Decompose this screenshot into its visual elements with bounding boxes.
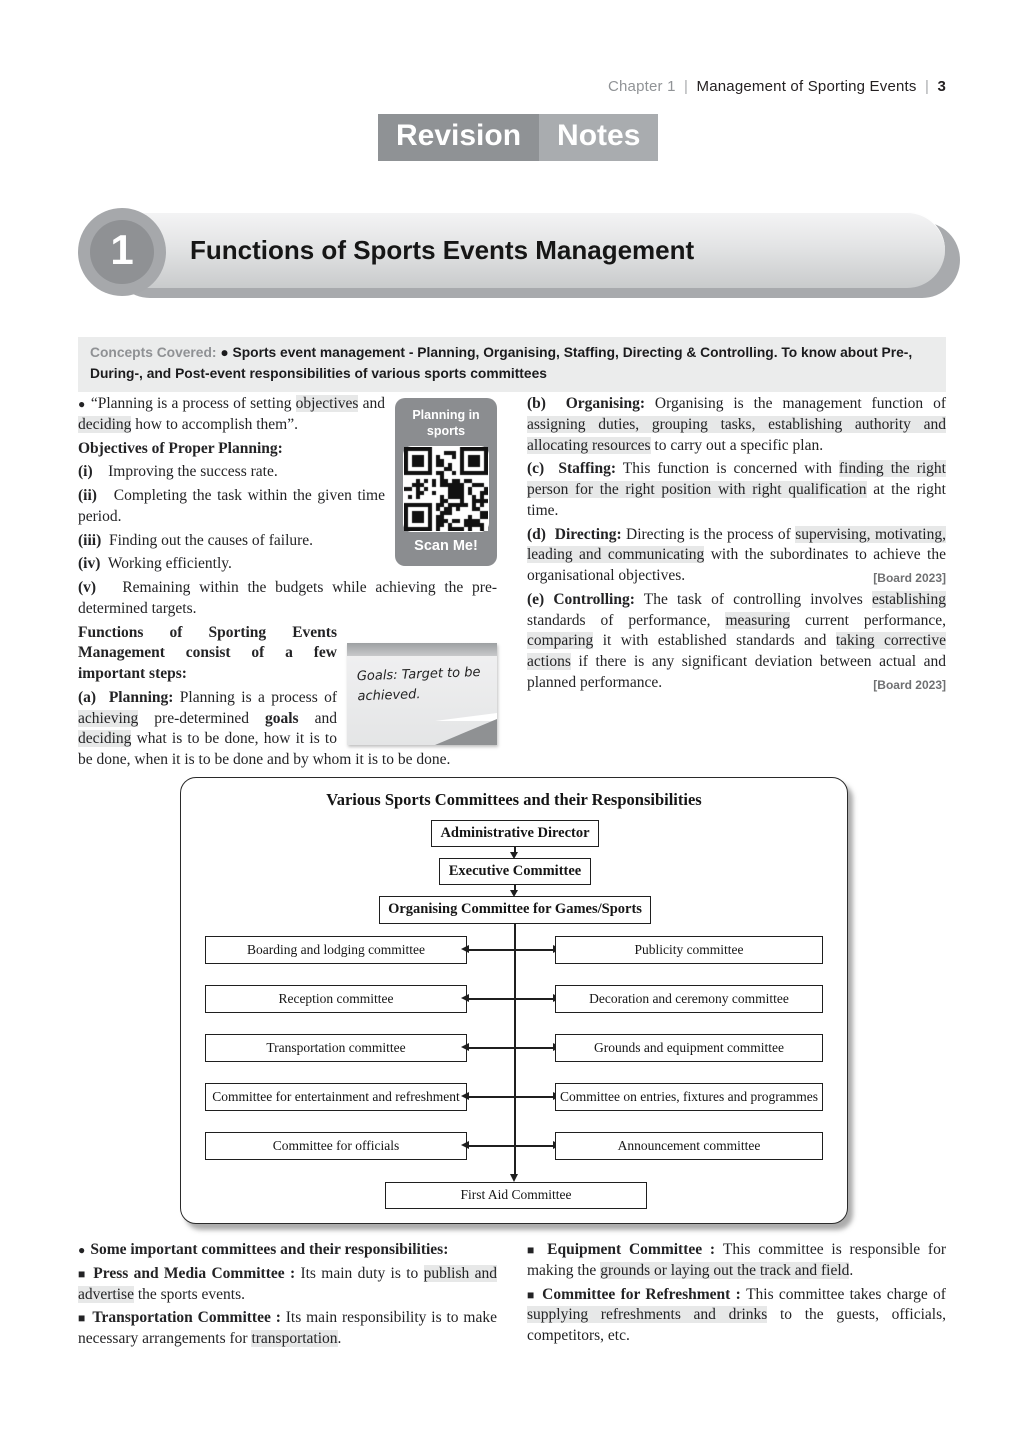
objective-item-1: (i) Improving the success rate. xyxy=(78,463,278,481)
planning-definition-paragraph: ● “Planning is a process of setting objectives and deciding how to accomplish them”. xyxy=(78,395,385,433)
functions-heading: Goals: Target to be achieved. Functions of Sporting Events Management consist of a few important steps: xyxy=(78,623,497,685)
page-header-text: Chapter 1 | Management of Sporting Events | 3 xyxy=(607,78,946,95)
flow-node-organising-committee: Organising Committee for Games/Sports xyxy=(379,896,651,924)
double-arrow-connector xyxy=(468,949,554,951)
sticky-note-text: Goals: Target to be achieved. xyxy=(356,664,481,704)
banner-word-notes: Notes xyxy=(539,114,658,161)
sticky-note xyxy=(347,643,497,745)
objective-item-2: (ii) Completing the task within the given time period. xyxy=(78,487,385,525)
double-arrow-connector xyxy=(468,998,554,1000)
flow-node-executive-committee: Executive Committee xyxy=(439,858,591,885)
organising-paragraph: (b) Organising: Organising is the management function of assigning duties, grouping tasks, establishing authority and allocating resources to carry out a specific plan. xyxy=(527,395,946,454)
flow-node-decoration-ceremony: Decoration and ceremony committee xyxy=(555,985,823,1013)
section-header xyxy=(78,208,958,300)
flow-node-announcement: Announcement committee xyxy=(555,1132,823,1160)
section-number: 1 xyxy=(90,220,154,284)
double-arrow-connector xyxy=(468,1145,554,1147)
objectives-heading: Objectives of Proper Planning: xyxy=(78,439,283,457)
section-number-badge xyxy=(78,208,166,296)
concepts-covered-text: Concepts Covered: ● Sports event management - Planning, Organising, Staffing, Directing & Controlling. To know about Pre-, During-, and Post-event responsibilities of various sports committees xyxy=(90,345,913,381)
left-column xyxy=(78,394,497,774)
press-media-committee-item: ■ Press and Media Committee : Its main duty is to publish and advertise the sports events. xyxy=(78,1264,497,1303)
flow-node-grounds-equipment: Grounds and equipment committee xyxy=(555,1034,823,1062)
objective-item-4: (iv) Working efficiently. xyxy=(78,555,232,573)
flow-node-transportation: Transportation committee xyxy=(205,1034,467,1062)
right-column xyxy=(527,394,946,774)
objective-item-5: (v) Remaining within the budgets while achieving the pre-determined targets. xyxy=(78,579,497,617)
qr-code xyxy=(404,447,488,531)
important-committees-heading: ● Some important committees and their responsibilities: xyxy=(78,1241,449,1258)
flow-node-boarding-lodging: Boarding and lodging committee xyxy=(205,936,467,964)
controlling-paragraph: (e) Controlling: The task of controlling involves establishing standards of performance, measuring current performance, comparing it with established standards and taking corrective actions if there is any significant deviation between actual and planned performance. [Board 2023] xyxy=(527,590,947,692)
bottom-left-column xyxy=(78,1240,497,1353)
section-title: Functions of Sports Events Management xyxy=(190,234,695,265)
flowchart-title: Various Sports Committees and their Responsibilities xyxy=(326,790,702,809)
flow-node-entries-fixtures: Committee on entries, fixtures and programmes xyxy=(555,1083,823,1111)
double-arrow-connector xyxy=(468,1096,554,1098)
revision-notes-banner xyxy=(378,114,658,161)
banner-word-revision: Revision xyxy=(378,114,539,161)
refreshment-committee-item: ■ Committee for Refreshment : This committee takes charge of supplying refreshments and drinks to the guests, officials, competitors, etc. xyxy=(527,1285,946,1345)
flow-node-officials: Committee for officials xyxy=(205,1132,467,1160)
page-header xyxy=(608,78,946,95)
qr-scan-label: Scan Me! xyxy=(414,537,478,554)
flow-node-entertainment-refreshment: Committee for entertainment and refreshment xyxy=(205,1083,467,1111)
committees-flowchart xyxy=(180,777,848,1224)
equipment-committee-item: ■ Equipment Committee : This committee is responsible for making the grounds or laying out the track and field. xyxy=(527,1241,946,1279)
objective-item-3: (iii) Finding out the causes of failure. xyxy=(78,531,314,549)
transportation-committee-item: ■ Transportation Committee : Its main responsibility is to make necessary arrangements for transportation. xyxy=(78,1309,497,1348)
down-arrow xyxy=(514,885,516,890)
body-columns xyxy=(78,394,946,774)
qr-panel xyxy=(395,398,497,566)
qr-panel-title: Planning in sports xyxy=(412,408,480,439)
flow-node-publicity: Publicity committee xyxy=(555,936,823,964)
sticky-note-fold xyxy=(435,719,497,745)
flow-node-reception: Reception committee xyxy=(205,985,467,1013)
flow-node-administrative-director: Administrative Director xyxy=(431,820,599,847)
concepts-covered-box xyxy=(78,337,946,392)
qr-code-frame xyxy=(403,446,489,532)
down-arrow xyxy=(514,847,516,852)
staffing-paragraph: (c) Staffing: This function is concerned with finding the right person for the right position with right qualification at the right time. xyxy=(527,460,946,519)
planning-function-paragraph: (a) Planning: Planning is a process of achieving pre-determined goals and deciding what is to be done, how it is to be done, when it is to be done and by whom it is to be done. xyxy=(78,688,451,769)
bottom-right-column xyxy=(527,1240,946,1353)
bottom-columns xyxy=(78,1240,946,1353)
double-arrow-connector xyxy=(468,1047,554,1049)
flow-node-first-aid: First Aid Committee xyxy=(385,1182,647,1209)
directing-paragraph: (d) Directing: Directing is the process of supervising, motivating, leading and communicating with the subordinates to achieve the organisational objectives. [Board 2023] xyxy=(527,525,946,586)
spine-line xyxy=(514,924,516,1174)
